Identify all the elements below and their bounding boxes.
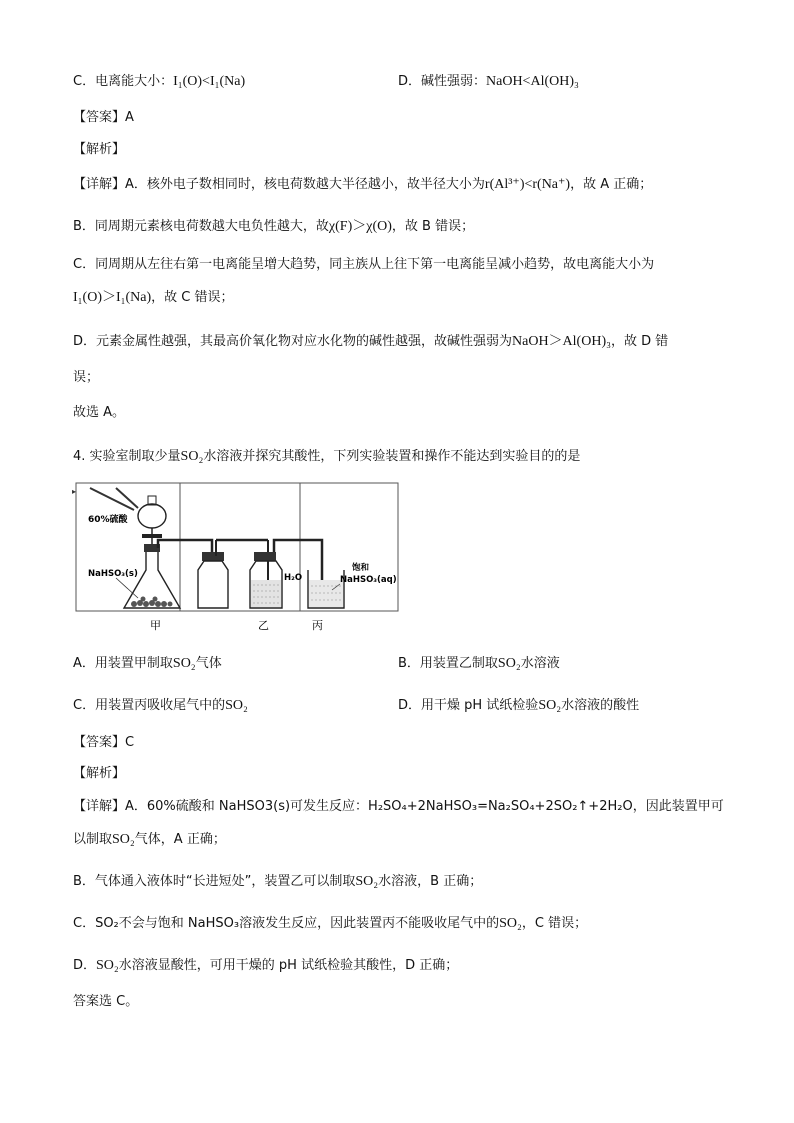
q4-detail-a-text: 以制取 <box>73 832 113 847</box>
option-d-prev <box>398 72 579 92</box>
q4-option-d <box>398 696 639 716</box>
q4-option-a <box>73 654 222 674</box>
option-c-label: C．电离能大小： <box>73 74 174 89</box>
erlenmeyer-flask <box>124 552 180 608</box>
q3-detail-c-tail: ，故 C 错误； <box>151 290 234 305</box>
q4-option-d-formula: SO₂ <box>538 698 562 713</box>
q4-option-d-text: D．用干燥 pH 试纸检验 <box>398 698 539 713</box>
solid-particles <box>131 597 173 608</box>
q4-conclusion: 答案选 C。 <box>73 994 139 1009</box>
q3-detail-d <box>73 332 668 352</box>
q4-stem-tail: 水溶液并探究其酸性，下列实验装置和操作不能达到实验目的的是 <box>203 449 581 464</box>
q4-detail-a-cont <box>73 830 226 850</box>
q3-detail-a-text: 【详解】A．核外电子数相同时，核电荷数越大半径越小，故半径大小为 <box>73 177 485 192</box>
q4-detail-d-text: D． <box>73 958 97 973</box>
q4-option-a-formula: SO₂ <box>172 656 196 671</box>
option-d-formula: NaOH<Al(OH)₃ <box>486 74 579 89</box>
q3-detail-b-text: B．同周期元素核电荷数越大电负性越大，故 <box>73 219 329 234</box>
q4-detail-a-tail: 气体，A 正确； <box>134 832 226 847</box>
q4-stem-text: 4. 实验室制取少量 <box>73 449 181 464</box>
q4-detail-c-formula: SO₂ <box>499 916 522 931</box>
q3-detail-c-formula: I₁(O)＞I₁(Na) <box>73 290 152 305</box>
q4-detail-c-text: C．SO₂不会与饱和 NaHSO₃溶液发生反应，因此装置丙不能吸收尾气中的 <box>73 916 500 931</box>
q4-detail-c-tail: ，C 错误； <box>521 916 588 931</box>
q4-analysis-title: 【解析】 <box>73 766 126 781</box>
q4-detail-d-formula: SO₂ <box>96 958 119 973</box>
figure-frame <box>76 483 398 611</box>
q4-option-a-tail: 气体 <box>195 656 222 671</box>
q4-detail-c <box>73 914 587 934</box>
svg-text:▸: ▸ <box>72 487 77 496</box>
q4-answer: 【答案】C <box>73 735 135 750</box>
apparatus-figure <box>72 478 402 633</box>
q3-detail-b-formula: χ(F)＞χ(O) <box>328 219 392 234</box>
label-solution: NaHSO₃(aq) <box>340 575 397 585</box>
label-acid: 60%硫酸 <box>88 515 128 525</box>
label-jia: 甲 <box>150 619 161 632</box>
q4-detail-b <box>73 872 482 892</box>
q4-detail-d-tail: 水溶液显酸性，可用干燥的 pH 试纸检验其酸性，D 正确； <box>118 958 459 973</box>
q4-option-c-text: C．用装置丙吸收尾气中的 <box>73 698 226 713</box>
label-bing: 丙 <box>312 619 323 632</box>
q4-detail-b-formula: SO₂ <box>355 874 379 889</box>
separatory-funnel <box>138 504 166 528</box>
q3-detail-b-tail: ，故 B 错误； <box>391 219 475 234</box>
q3-detail-d-tail: ，故 D 错 <box>611 334 669 349</box>
label-water: H₂O <box>284 573 303 583</box>
q3-detail-a-formula: r(Al³⁺)<r(Na⁺) <box>484 177 571 192</box>
q4-detail-b-text: B．气体通入液体时“长进短处”，装置乙可以制取 <box>73 874 356 889</box>
beaker-solution <box>309 580 343 607</box>
q3-detail-d-formula: NaOH＞Al(OH)₃ <box>512 334 611 349</box>
q3-detail-c-cont <box>73 288 234 308</box>
q4-detail-a-formula: SO₂ <box>112 832 135 847</box>
q3-answer: 【答案】A <box>73 110 134 125</box>
option-c-prev <box>73 72 245 92</box>
q3-conclusion: 故选 A。 <box>73 405 126 420</box>
label-solid: NaHSO₃(s) <box>88 569 138 579</box>
option-c-formula: I₁(O)<I₁(Na) <box>173 74 246 89</box>
option-d-label: D．碱性强弱： <box>398 74 487 89</box>
q4-stem-formula: SO₂ <box>180 449 204 464</box>
q3-detail-d-text: D．元素金属性越强，其最高价氧化物对应水化物的碱性越强，故碱性强弱为 <box>73 334 513 349</box>
q4-detail-b-tail: 水溶液，B 正确； <box>378 874 483 889</box>
q4-detail-d <box>73 956 458 976</box>
q4-option-a-text: A．用装置甲制取 <box>73 656 173 671</box>
q4-option-b-text: B．用装置乙制取 <box>398 656 498 671</box>
label-saturated: 饱和 <box>352 563 370 573</box>
q4-option-c <box>73 696 248 716</box>
q4-detail-a: 【详解】A．60%硫酸和 NaHSO3(s)可发生反应：H₂SO₄+2NaHSO₃=Na₂SO₄+2SO₂↑+2H₂O，因此装置甲可 <box>73 799 724 814</box>
label-yi: 乙 <box>258 619 269 632</box>
q3-detail-b <box>73 217 474 237</box>
q3-detail-a <box>73 175 652 195</box>
q4-option-c-formula: SO₂ <box>225 698 248 713</box>
q3-analysis-title: 【解析】 <box>73 142 126 157</box>
q4-option-b <box>398 654 560 674</box>
q3-detail-a-tail: ，故 A 正确； <box>570 177 653 192</box>
q4-stem <box>73 447 580 467</box>
q3-detail-d-cont: 误； <box>73 370 100 385</box>
q3-detail-c: C．同周期从左往右第一电离能呈增大趋势，同主族从上往下第一电离能呈减小趋势，故电离能大小为 <box>73 257 655 272</box>
gas-bottle-1 <box>198 561 228 608</box>
q4-option-b-tail: 水溶液 <box>520 656 560 671</box>
q4-option-d-tail: 水溶液的酸性 <box>561 698 640 713</box>
q4-option-b-formula: SO₂ <box>497 656 521 671</box>
